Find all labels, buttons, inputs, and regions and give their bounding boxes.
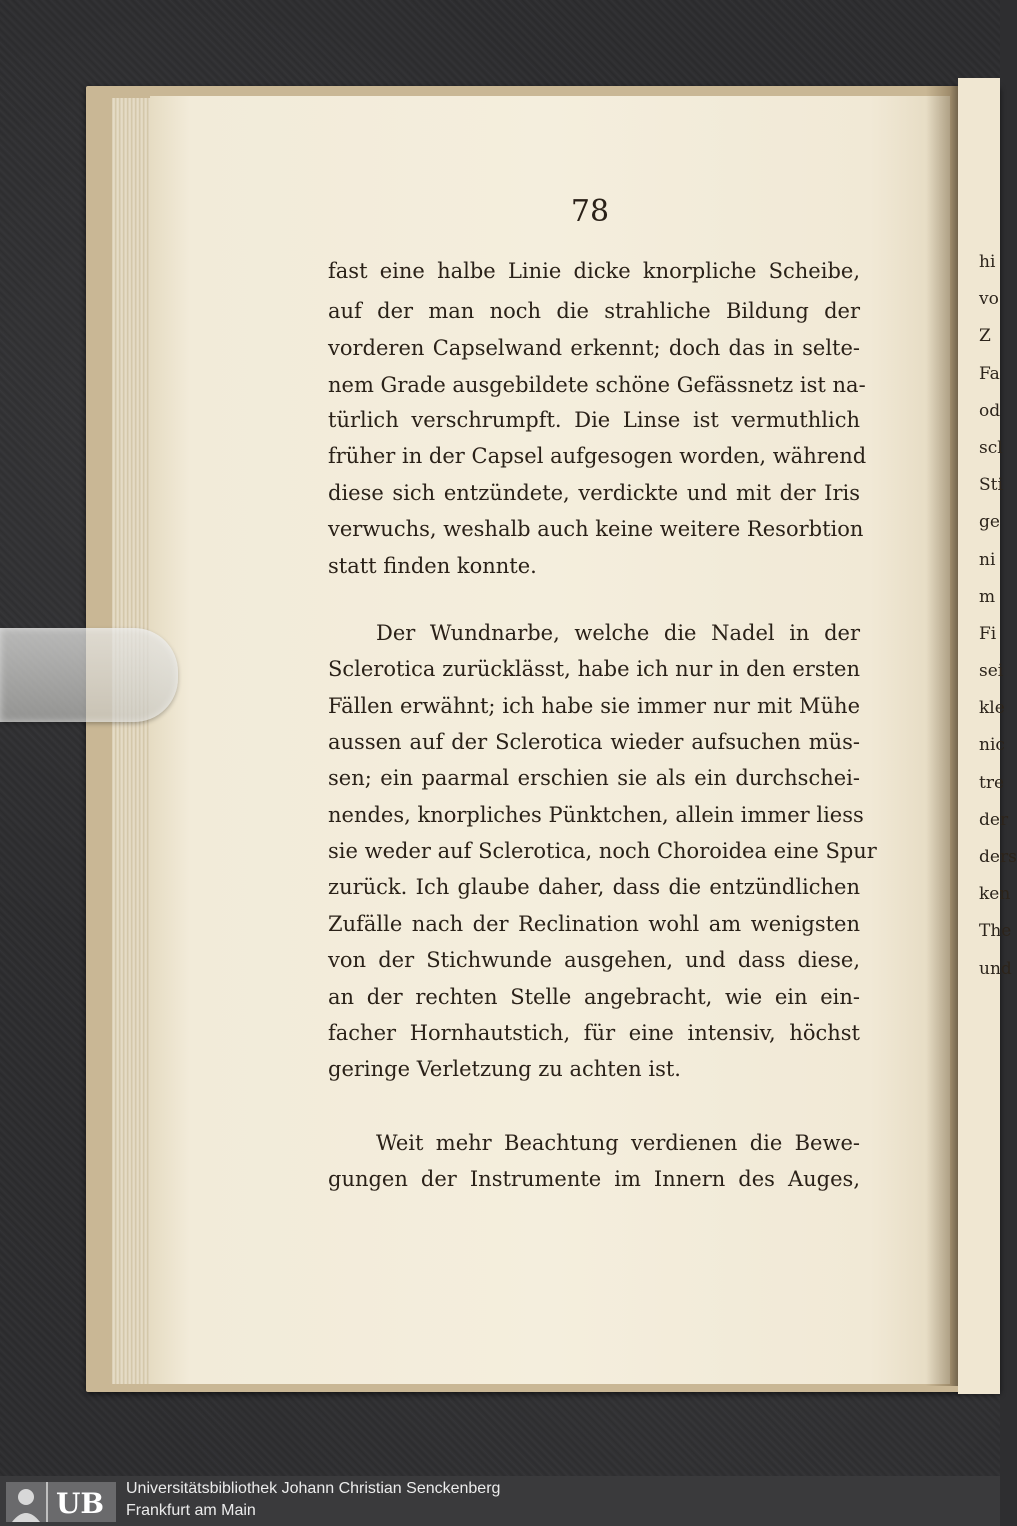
facing-fragment: Fa (979, 363, 1000, 384)
facing-fragment: scl (979, 437, 1003, 458)
logo-text: UB (56, 1487, 105, 1520)
page-number: 78 (570, 194, 610, 229)
text-line: von der Stichwunde ausgehen, und dass diese, (328, 948, 860, 972)
facing-fragment: kle (979, 698, 1005, 719)
facing-fragment: od (979, 400, 1001, 421)
facing-fragment: Sti (979, 475, 1003, 496)
text-line: vorderen Capselwand erkennt; doch das in selte- (328, 336, 860, 360)
text-line: früher in der Capsel aufgesogen worden, während (328, 444, 867, 468)
institution-name: Universitätsbibliothek Johann Christian Senckenberg (126, 1480, 501, 1497)
text-line: aussen auf der Sclerotica wieder aufsuchen müs- (328, 730, 860, 754)
facing-fragment: ge (979, 512, 1000, 533)
facing-fragment: Fi (979, 623, 997, 644)
plastic-page-tab (0, 628, 178, 722)
text-line: sie weder auf Sclerotica, noch Choroidea eine Spur (328, 839, 877, 863)
text-line: facher Hornhautstich, für eine intensiv, höchst (328, 1021, 860, 1045)
text-line: nem Grade ausgebildete schöne Gefässnetz ist na- (328, 373, 866, 397)
facing-fragment: und (979, 958, 1012, 979)
facing-fragment: The (979, 921, 1012, 942)
text-line: an der rechten Stelle angebracht, wie ein ein- (328, 985, 860, 1009)
facing-fragment: vo (979, 289, 999, 310)
text-line: Sclerotica zurücklässt, habe ich nur in den ersten (328, 657, 860, 681)
text-line: auf der man noch die strahliche Bildung der (328, 299, 860, 323)
text-line: Der Wundnarbe, welche die Nadel in der (376, 621, 860, 645)
facing-fragment: ni (979, 549, 996, 570)
text-line: nendes, knorpliches Pünktchen, allein immer liess (328, 803, 864, 827)
text-line: Fällen erwähnt; ich habe sie immer nur mit Mühe (328, 694, 860, 718)
text-line: zurück. Ich glaube daher, dass die entzündlichen (328, 875, 860, 899)
ub-logo (6, 1482, 116, 1522)
text-line: diese sich entzündete, verdickte und mit der Iris (328, 481, 860, 505)
facing-fragment: m (979, 586, 996, 607)
facing-fragment: der (979, 809, 1009, 830)
facing-fragment: ders (979, 847, 1017, 867)
institution-city: Frankfurt am Main (126, 1502, 256, 1519)
text-line: gungen der Instrumente im Innern des Auges, (328, 1167, 860, 1191)
facing-page-text (979, 244, 1017, 988)
text-line: geringe Verletzung zu achten ist. (328, 1057, 681, 1081)
footer-bar (0, 1476, 1000, 1526)
facing-fragment: hi (979, 252, 996, 272)
text-line: statt finden konnte. (328, 554, 537, 578)
facing-fragment: ken (979, 884, 1011, 905)
text-line: Zufälle nach der Reclination wohl am wenigsten (328, 912, 860, 936)
book-gutter (926, 86, 960, 1386)
facing-fragment: tre (979, 772, 1005, 793)
text-line: verwuchs, weshalb auch keine weitere Resorbtion (328, 517, 864, 541)
text-line: sen; ein paarmal erschien sie als ein durchschei- (328, 766, 860, 790)
text-line: fast eine halbe Linie dicke knorpliche Scheibe, (328, 259, 860, 283)
text-line: türlich verschrumpft. Die Linse ist vermuthlich (328, 408, 860, 432)
facing-fragment: Z (979, 326, 991, 347)
text-line: Weit mehr Beachtung verdienen die Bewe- (376, 1131, 860, 1155)
facing-fragment: sei (979, 661, 1004, 682)
facing-fragment: nic (979, 735, 1005, 756)
